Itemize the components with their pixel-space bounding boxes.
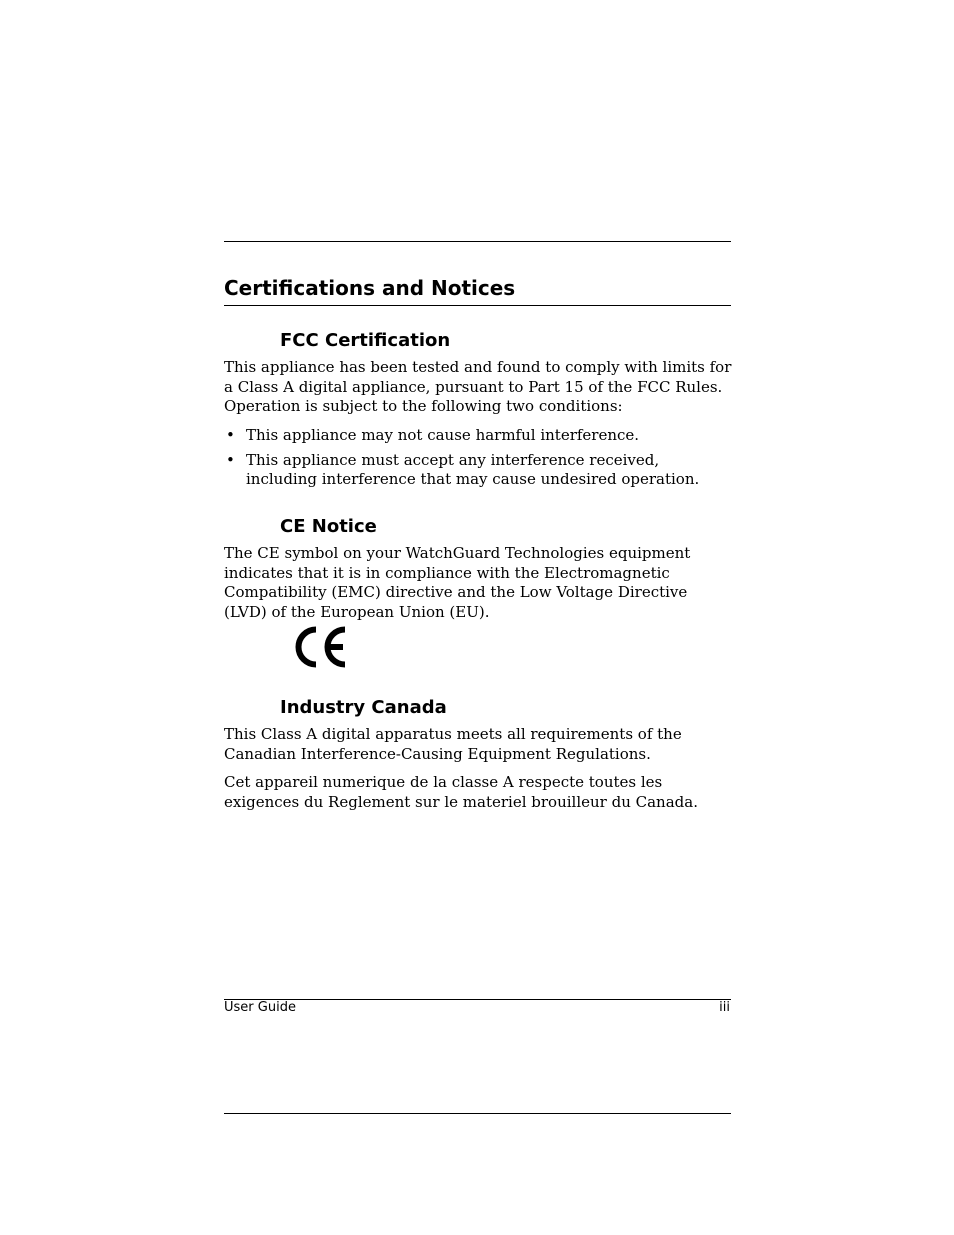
industry-canada-paragraph-en: This Class A digital apparatus meets all requirements of the Canadian Interference-Causing Equipment Regulations.: [224, 725, 682, 763]
bottom-rule: [224, 1113, 731, 1114]
bullet-icon: •: [226, 450, 235, 469]
page-number: iii: [719, 1000, 730, 1015]
industry-canada-heading: Industry Canada: [280, 697, 447, 718]
bullet-icon: •: [226, 426, 235, 444]
ce-mark-icon: [293, 626, 351, 668]
list-item-text: This appliance may not cause harmful interference.: [246, 426, 640, 444]
list-item: [224, 451, 732, 490]
list-item: [224, 426, 732, 446]
fcc-paragraph: This appliance has been tested and found to comply with limits for a Class A digital appliance, pursuant to Part 15 of the FCC Rules. Operation is subject to the following two conditions:: [224, 358, 732, 416]
ce-heading: CE Notice: [280, 516, 377, 537]
fcc-conditions-list: [224, 426, 732, 495]
industry-canada-paragraph-fr: Cet appareil numerique de la classe A respecte toutes les exigences du Reglement sur le materiel brouilleur du Canada.: [224, 773, 698, 811]
chapter-title: Certifications and Notices: [224, 276, 516, 300]
ce-paragraph: The CE symbol on your WatchGuard Technologies equipment indicates that it is in compliance with the Electromagnetic Compatibility (EMC) directive and the Low Voltage Directive (LVD) of the European Union (EU).: [224, 544, 691, 622]
fcc-heading: FCC Certification: [280, 330, 451, 351]
footer-doc-title: User Guide: [224, 1000, 296, 1015]
title-underline: [224, 305, 731, 306]
top-rule: [224, 241, 731, 242]
list-item-text: This appliance must accept any interference received, including interference that may cause undesired operation.: [246, 450, 700, 489]
